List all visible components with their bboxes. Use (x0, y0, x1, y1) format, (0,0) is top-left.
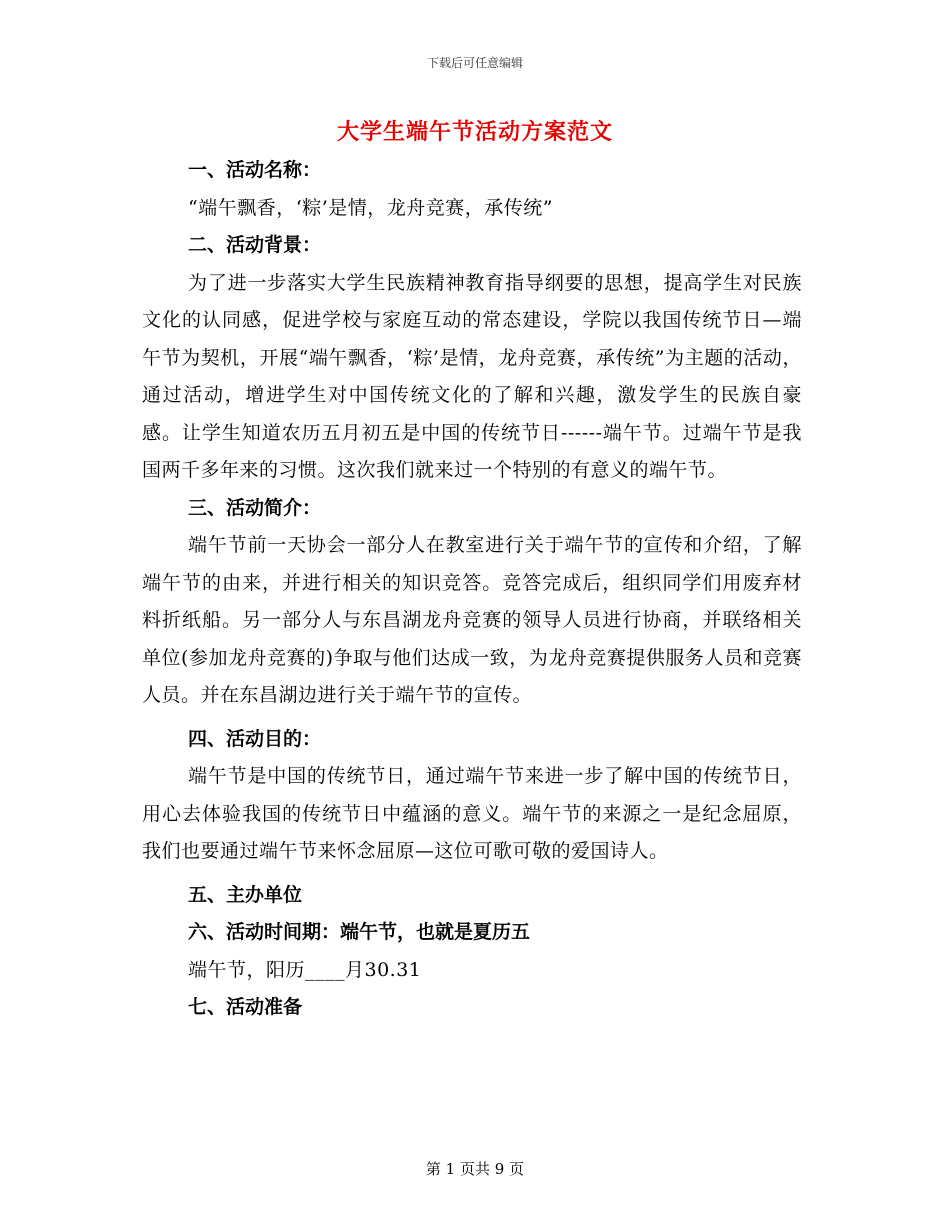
section-heading: 六、活动时间期：端午节，也就是夏历五 (188, 921, 531, 943)
section-heading: 四、活动目的： (188, 727, 322, 750)
section-heading: 一、活动名称： (188, 159, 322, 181)
section-intro (142, 490, 802, 715)
section-paragraph: 端午节前一天协会一部分人在教室进行关于端午节的宣传和介绍，了解端午节的由来，并进行相关的知识竞答。竞答完成后，组织同学们用废弃材料折纸船。另一部分人与东昌湖龙舟竞赛的领导人员进行协商，并联络相关单位(参加龙舟竞赛的)争取与他们达成一致，为龙舟竞赛提供服务人员和竞赛人员。并在东昌湖边进行关于端午节的宣传。 (142, 534, 802, 706)
document-body (142, 152, 802, 1027)
section-paragraph: 端午节，阳历____月30.31 (188, 958, 422, 981)
section-heading: 二、活动背景： (188, 234, 322, 256)
section-paragraph: 端午节是中国的传统节日，通过端午节来进一步了解中国的传统节日，用心去体验我国的传统节日中蕴涵的意义。端午节的来源之一是纪念屈原，我们也要通过端午节来怀念屈原—这位可歌可敬的爱国诗人。 (142, 765, 802, 862)
section-purpose (142, 721, 802, 871)
section-paragraph: “端午飘香，‘粽’是情，龙舟竞赛，承传统” (188, 196, 554, 219)
section-preparation (142, 989, 802, 1027)
section-time (142, 914, 802, 989)
section-heading: 五、主办单位 (188, 883, 303, 906)
section-paragraph: 为了进一步落实大学生民族精神教育指导纲要的思想，提高学生对民族文化的认同感，促进学校与家庭互动的常态建设，学院以我国传统节日—端午节为契机，开展“端午飘香，‘粽’是情，龙舟竞赛，承传统”为主题的活动，通过活动，增进学生对中国传统文化的了解和兴趣，激发学生的民族自豪感。让学生知道农历五月初五是中国的传统节日------端午节。过端午节是我国两千多年来的习惯。这次我们就来过一个特别的有意义的端午节。 (142, 271, 802, 481)
document-title: 大学生端午节活动方案范文 (336, 119, 613, 145)
page-header: 下载后可任意编辑 (426, 56, 523, 70)
page-footer: 第 1 页共 9 页 (425, 1160, 525, 1178)
section-heading: 七、活动准备 (188, 996, 303, 1018)
section-background (142, 227, 802, 490)
section-heading: 三、活动简介： (188, 496, 322, 519)
section-name (142, 152, 802, 227)
section-organizer (142, 877, 802, 915)
